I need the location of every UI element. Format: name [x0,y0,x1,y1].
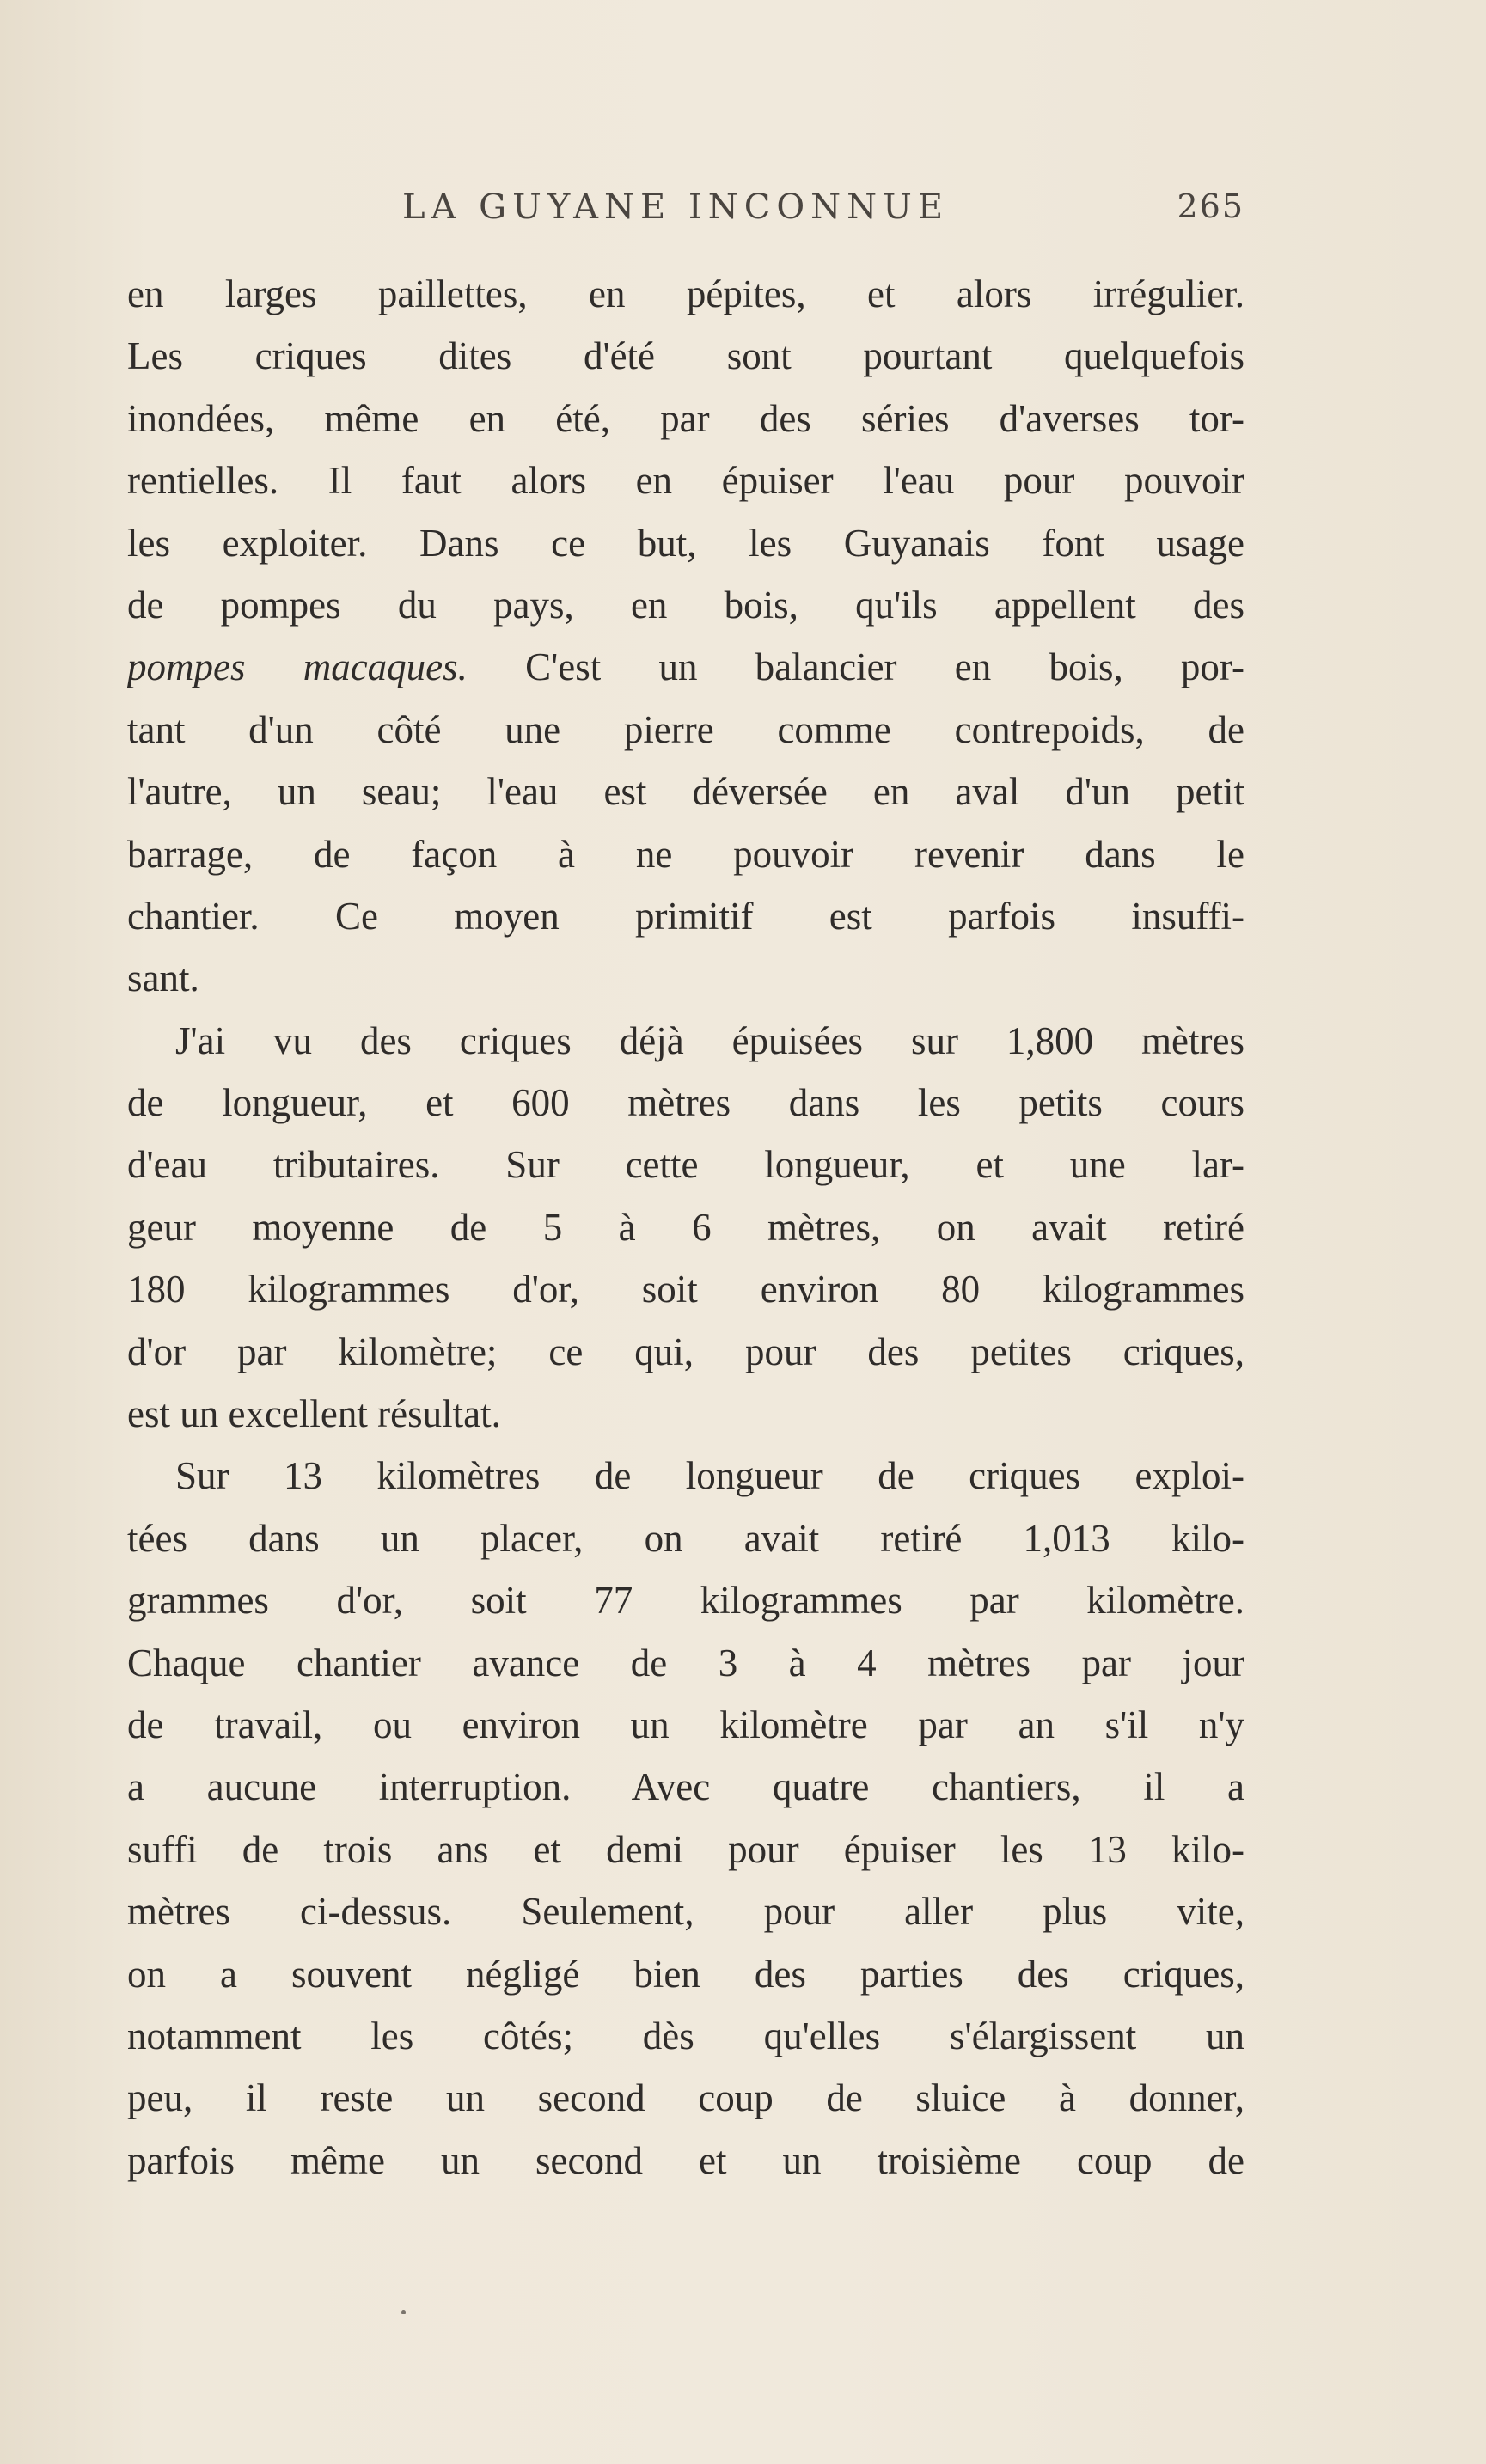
text-span: C'est un balancier en bois, por- [525,645,1244,689]
text-line: on a souvent négligé bien des parties des criques, [127,1952,1244,1996]
text-line: J'ai vu des criques déjà épuisées sur 1,800 mètres [175,1018,1244,1062]
text-line: inondées, même en été, par des séries d'averses tor- [127,396,1244,440]
body-text [127,263,1244,2192]
text-line: suffi de trois ans et demi pour épuiser les 13 kilo- [127,1827,1244,1871]
text-line: Chaque chantier avance de 3 à 4 mètres par jour [127,1641,1244,1684]
paragraph [127,1010,1244,1446]
text-line: rentielles. Il faut alors en épuiser l'eau pour pouvoir [127,459,1244,503]
text-line: barrage, de façon à ne pouvoir revenir dans le [127,832,1244,876]
text-line: 180 kilogrammes d'or, soit environ 80 kilogrammes [127,1268,1244,1311]
text-line: geur moyenne de 5 à 6 mètres, on avait retiré [127,1205,1244,1249]
text-line: d'eau tributaires. Sur cette longueur, et une lar- [127,1143,1244,1187]
text-line: en larges paillettes, en pépites, et alors irrégulier. [127,272,1244,315]
running-title: LA GUYANE INCONNUE [402,187,950,227]
text-line: de longueur, et 600 mètres dans les petits cours [127,1081,1244,1125]
italic-term: pompes macaques. [127,645,468,689]
text-line: de pompes du pays, en bois, qu'ils appellent des [127,583,1244,627]
text-line: tées dans un placer, on avait retiré 1,013 kilo- [127,1516,1244,1560]
text-line-with-italic [127,636,1244,698]
text-line: grammes d'or, soit 77 kilogrammes par kilomètre. [127,1579,1244,1623]
paragraph [127,1445,1244,2192]
text-line: mètres ci-dessus. Seulement, pour aller plus vite, [127,1890,1244,1934]
text-line: Sur 13 kilomètres de longueur de criques exploi- [175,1454,1244,1498]
text-line: sant. [127,957,199,1000]
paragraph [127,263,1244,1010]
text-line: notamment les côtés; dès qu'elles s'élargissent un [127,2014,1244,2057]
text-line: peu, il reste un second coup de sluice à donner, [127,2076,1244,2120]
text-line: est un excellent résultat. [127,1392,501,1436]
page-header [127,187,1244,239]
text-line: d'or par kilomètre; ce qui, pour des petites criques, [127,1330,1244,1373]
page-number: 265 [1177,187,1244,225]
text-line: Les criques dites d'été sont pourtant quelquefois [127,334,1244,378]
paper-speck [401,2310,406,2314]
text-line: a aucune interruption. Avec quatre chantiers, il a [127,1765,1244,1809]
text-line: l'autre, un seau; l'eau est déversée en aval d'un petit [127,770,1244,814]
text-line: de travail, ou environ un kilomètre par an s'il n'y [127,1703,1244,1746]
text-line: tant d'un côté une pierre comme contrepoids, de [127,707,1244,751]
text-line: parfois même un second et un troisième coup de [127,2138,1244,2182]
text-line: les exploiter. Dans ce but, les Guyanais font usage [127,521,1244,565]
text-line: chantier. Ce moyen primitif est parfois insuffi- [127,894,1244,938]
